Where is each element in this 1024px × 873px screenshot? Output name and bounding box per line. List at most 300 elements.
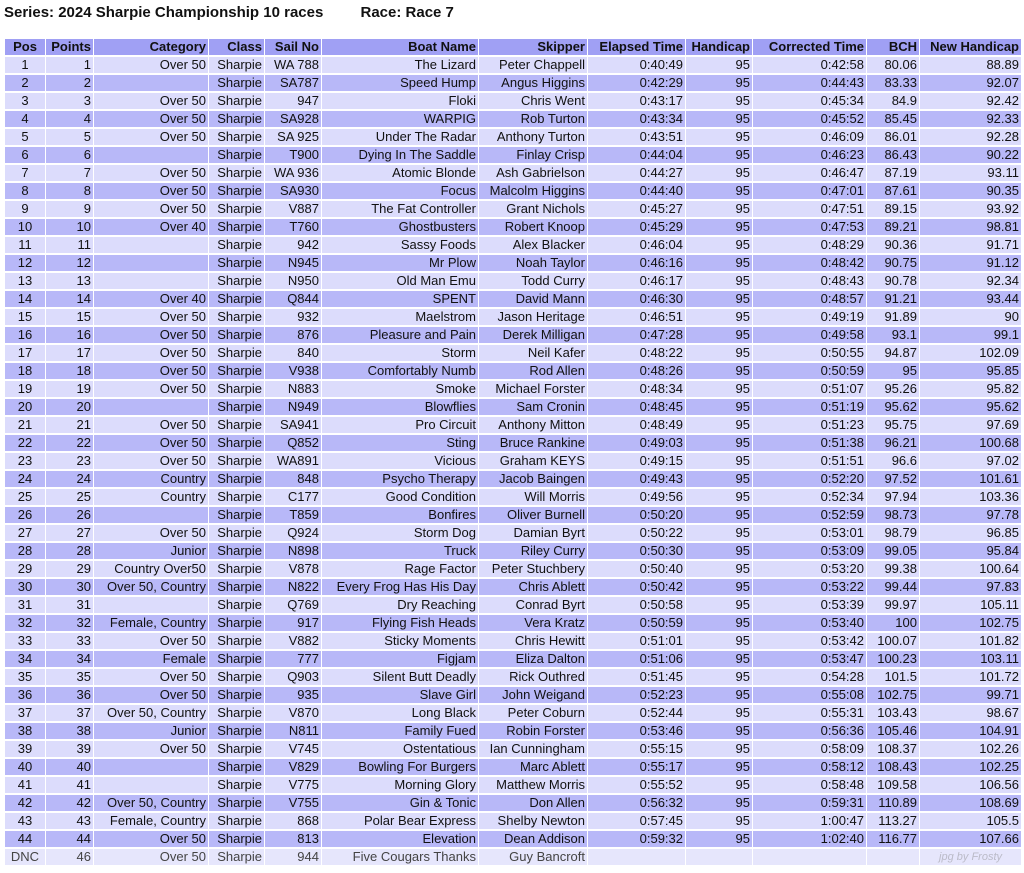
bch-cell: 99.44 xyxy=(867,579,919,595)
bch-cell: 87.61 xyxy=(867,183,919,199)
category-cell: Over 40 xyxy=(94,291,208,307)
handicap-cell: 95 xyxy=(686,111,752,127)
sail-no-cell: 947 xyxy=(265,93,321,109)
new-handicap-cell: 95.85 xyxy=(920,363,1021,379)
sail-no-cell: N811 xyxy=(265,723,321,739)
table-row xyxy=(5,255,1021,271)
class-cell: Sharpie xyxy=(209,813,264,829)
category-cell: Over 50 xyxy=(94,201,208,217)
sail-no-cell: N949 xyxy=(265,399,321,415)
elapsed-time-cell: 0:42:29 xyxy=(588,75,685,91)
category-cell: Female, Country xyxy=(94,615,208,631)
table-row xyxy=(5,633,1021,649)
pos-cell: 44 xyxy=(5,831,45,847)
bch-cell: 95.62 xyxy=(867,399,919,415)
category-cell: Country xyxy=(94,471,208,487)
corrected-time-cell: 0:47:51 xyxy=(753,201,866,217)
corrected-time-cell: 0:53:09 xyxy=(753,543,866,559)
table-row xyxy=(5,777,1021,793)
elapsed-time-cell: 0:43:34 xyxy=(588,111,685,127)
pos-cell: 28 xyxy=(5,543,45,559)
elapsed-time-cell: 0:46:51 xyxy=(588,309,685,325)
points-cell: 7 xyxy=(46,165,93,181)
handicap-cell: 95 xyxy=(686,219,752,235)
points-cell: 15 xyxy=(46,309,93,325)
table-row xyxy=(5,75,1021,91)
skipper-cell: Oliver Burnell xyxy=(479,507,587,523)
col-class-header: Class xyxy=(209,39,264,55)
pos-cell: 25 xyxy=(5,489,45,505)
points-cell: 41 xyxy=(46,777,93,793)
new-handicap-cell: 103.11 xyxy=(920,651,1021,667)
skipper-cell: Rod Allen xyxy=(479,363,587,379)
category-cell: Over 50 xyxy=(94,93,208,109)
points-cell: 44 xyxy=(46,831,93,847)
sail-no-cell: Q769 xyxy=(265,597,321,613)
table-row xyxy=(5,831,1021,847)
new-handicap-cell: 101.82 xyxy=(920,633,1021,649)
boat-name-cell: Mr Plow xyxy=(322,255,478,271)
new-handicap-cell: 97.02 xyxy=(920,453,1021,469)
sail-no-cell: SA928 xyxy=(265,111,321,127)
sail-no-cell: T760 xyxy=(265,219,321,235)
elapsed-time-cell: 0:53:46 xyxy=(588,723,685,739)
boat-name-cell: Dying In The Saddle xyxy=(322,147,478,163)
handicap-cell: 95 xyxy=(686,327,752,343)
sail-no-cell: 917 xyxy=(265,615,321,631)
sail-no-cell: 932 xyxy=(265,309,321,325)
corrected-time-cell: 0:56:36 xyxy=(753,723,866,739)
corrected-time-cell: 0:52:59 xyxy=(753,507,866,523)
pos-cell: 5 xyxy=(5,129,45,145)
handicap-cell: 95 xyxy=(686,543,752,559)
elapsed-time-cell: 0:43:17 xyxy=(588,93,685,109)
corrected-time-cell: 0:48:42 xyxy=(753,255,866,271)
dnc-row xyxy=(5,849,1021,865)
boat-name-cell: Dry Reaching xyxy=(322,597,478,613)
class-cell: Sharpie xyxy=(209,75,264,91)
new-handicap-cell: 95.62 xyxy=(920,399,1021,415)
col-category-header: Category xyxy=(94,39,208,55)
new-handicap-cell: 99.1 xyxy=(920,327,1021,343)
skipper-cell: Don Allen xyxy=(479,795,587,811)
col-skipper-header: Skipper xyxy=(479,39,587,55)
pos-cell: 8 xyxy=(5,183,45,199)
handicap-cell: 95 xyxy=(686,525,752,541)
class-cell: Sharpie xyxy=(209,723,264,739)
category-cell: Over 50 xyxy=(94,129,208,145)
pos-cell: 14 xyxy=(5,291,45,307)
boat-name-cell: Vicious xyxy=(322,453,478,469)
pos-cell: 34 xyxy=(5,651,45,667)
table-row xyxy=(5,129,1021,145)
sail-no-cell: 840 xyxy=(265,345,321,361)
points-cell: 6 xyxy=(46,147,93,163)
class-cell: Sharpie xyxy=(209,489,264,505)
new-handicap-cell: 92.33 xyxy=(920,111,1021,127)
boat-name-cell: Sting xyxy=(322,435,478,451)
sail-no-cell: T859 xyxy=(265,507,321,523)
bch-cell: 83.33 xyxy=(867,75,919,91)
category-cell: Over 50 xyxy=(94,165,208,181)
table-row xyxy=(5,219,1021,235)
skipper-cell: Chris Ablett xyxy=(479,579,587,595)
boat-name-cell: The Fat Controller xyxy=(322,201,478,217)
table-row xyxy=(5,309,1021,325)
corrected-time-cell: 0:51:23 xyxy=(753,417,866,433)
handicap-cell: 95 xyxy=(686,561,752,577)
skipper-cell: Rob Turton xyxy=(479,111,587,127)
elapsed-time-cell: 0:50:20 xyxy=(588,507,685,523)
handicap-cell: 95 xyxy=(686,291,752,307)
new-handicap-cell: 102.25 xyxy=(920,759,1021,775)
handicap-cell: 95 xyxy=(686,399,752,415)
boat-name-cell: Sticky Moments xyxy=(322,633,478,649)
corrected-time-cell: 0:48:43 xyxy=(753,273,866,289)
points-cell: 36 xyxy=(46,687,93,703)
bch-cell: 86.01 xyxy=(867,129,919,145)
boat-name-cell: Good Condition xyxy=(322,489,478,505)
category-cell xyxy=(94,597,208,613)
corrected-time-cell: 0:55:31 xyxy=(753,705,866,721)
corrected-time-cell: 1:02:40 xyxy=(753,831,866,847)
category-cell: Over 50 xyxy=(94,741,208,757)
handicap-cell: 95 xyxy=(686,93,752,109)
class-cell: Sharpie xyxy=(209,561,264,577)
sail-no-cell: 944 xyxy=(265,849,321,865)
elapsed-time-cell: 0:48:49 xyxy=(588,417,685,433)
sail-no-cell: V882 xyxy=(265,633,321,649)
handicap-cell: 95 xyxy=(686,579,752,595)
skipper-cell: Peter Stuchbery xyxy=(479,561,587,577)
skipper-cell: Chris Went xyxy=(479,93,587,109)
category-cell: Over 50 xyxy=(94,345,208,361)
boat-name-cell: Bonfires xyxy=(322,507,478,523)
elapsed-time-cell: 0:45:29 xyxy=(588,219,685,235)
skipper-cell: Robin Forster xyxy=(479,723,587,739)
table-row xyxy=(5,435,1021,451)
bch-cell: 89.15 xyxy=(867,201,919,217)
bch-cell: 100.23 xyxy=(867,651,919,667)
bch-cell: 85.45 xyxy=(867,111,919,127)
class-cell: Sharpie xyxy=(209,345,264,361)
handicap-cell: 95 xyxy=(686,147,752,163)
bch-cell: 95.75 xyxy=(867,417,919,433)
elapsed-time-cell: 0:46:04 xyxy=(588,237,685,253)
elapsed-time-cell: 0:50:59 xyxy=(588,615,685,631)
skipper-cell: Rick Outhred xyxy=(479,669,587,685)
table-row xyxy=(5,273,1021,289)
new-handicap-cell: 108.69 xyxy=(920,795,1021,811)
corrected-time-cell: 0:53:22 xyxy=(753,579,866,595)
new-handicap-cell: 93.44 xyxy=(920,291,1021,307)
category-cell: Female xyxy=(94,651,208,667)
elapsed-time-cell: 0:49:43 xyxy=(588,471,685,487)
corrected-time-cell: 0:46:23 xyxy=(753,147,866,163)
handicap-cell: 95 xyxy=(686,201,752,217)
category-cell: Over 50 xyxy=(94,309,208,325)
points-cell: 17 xyxy=(46,345,93,361)
race-title: Race: Race 7 xyxy=(360,4,454,21)
new-handicap-cell: 100.68 xyxy=(920,435,1021,451)
new-handicap-cell: 92.07 xyxy=(920,75,1021,91)
skipper-cell: John Weigand xyxy=(479,687,587,703)
points-cell: 39 xyxy=(46,741,93,757)
new-handicap-cell: 97.83 xyxy=(920,579,1021,595)
elapsed-time-cell: 0:51:45 xyxy=(588,669,685,685)
sail-no-cell: WA 936 xyxy=(265,165,321,181)
table-row xyxy=(5,651,1021,667)
points-cell: 38 xyxy=(46,723,93,739)
sail-no-cell: Q852 xyxy=(265,435,321,451)
category-cell: Over 50, Country xyxy=(94,795,208,811)
handicap-cell: 95 xyxy=(686,723,752,739)
new-handicap-cell: 90 xyxy=(920,309,1021,325)
corrected-time-cell: 0:58:12 xyxy=(753,759,866,775)
table-row xyxy=(5,669,1021,685)
pos-cell: 12 xyxy=(5,255,45,271)
corrected-time-cell: 0:52:34 xyxy=(753,489,866,505)
sail-no-cell: V755 xyxy=(265,795,321,811)
sail-no-cell: V870 xyxy=(265,705,321,721)
category-cell xyxy=(94,507,208,523)
class-cell: Sharpie xyxy=(209,831,264,847)
corrected-time-cell: 0:59:31 xyxy=(753,795,866,811)
skipper-cell: Sam Cronin xyxy=(479,399,587,415)
points-cell: 40 xyxy=(46,759,93,775)
boat-name-cell: Focus xyxy=(322,183,478,199)
col-elapsed-time-header: Elapsed Time xyxy=(588,39,685,55)
bch-cell: 90.78 xyxy=(867,273,919,289)
boat-name-cell: Bowling For Burgers xyxy=(322,759,478,775)
category-cell: Junior xyxy=(94,543,208,559)
class-cell: Sharpie xyxy=(209,543,264,559)
boat-name-cell: Pleasure and Pain xyxy=(322,327,478,343)
elapsed-time-cell: 0:51:01 xyxy=(588,633,685,649)
col-sail-no-header: Sail No xyxy=(265,39,321,55)
new-handicap-cell: 104.91 xyxy=(920,723,1021,739)
col-points-header: Points xyxy=(46,39,93,55)
new-handicap-cell: 102.09 xyxy=(920,345,1021,361)
bch-cell: 100 xyxy=(867,615,919,631)
elapsed-time-cell: 0:45:27 xyxy=(588,201,685,217)
corrected-time-cell: 0:48:57 xyxy=(753,291,866,307)
handicap-cell: 95 xyxy=(686,309,752,325)
handicap-cell: 95 xyxy=(686,417,752,433)
class-cell: Sharpie xyxy=(209,741,264,757)
category-cell: Over 50 xyxy=(94,417,208,433)
bch-cell: 109.58 xyxy=(867,777,919,793)
skipper-cell: Noah Taylor xyxy=(479,255,587,271)
corrected-time-cell: 0:58:48 xyxy=(753,777,866,793)
sail-no-cell: SA930 xyxy=(265,183,321,199)
pos-cell: 36 xyxy=(5,687,45,703)
pos-cell: 9 xyxy=(5,201,45,217)
skipper-cell: Jason Heritage xyxy=(479,309,587,325)
points-cell: 42 xyxy=(46,795,93,811)
sail-no-cell: T900 xyxy=(265,147,321,163)
points-cell: 28 xyxy=(46,543,93,559)
category-cell: Over 50 xyxy=(94,633,208,649)
elapsed-time-cell: 0:52:23 xyxy=(588,687,685,703)
points-cell: 1 xyxy=(46,57,93,73)
class-cell: Sharpie xyxy=(209,291,264,307)
table-row xyxy=(5,111,1021,127)
boat-name-cell: Blowflies xyxy=(322,399,478,415)
points-cell: 31 xyxy=(46,597,93,613)
corrected-time-cell: 0:50:55 xyxy=(753,345,866,361)
pos-cell: 37 xyxy=(5,705,45,721)
corrected-time-cell: 1:00:47 xyxy=(753,813,866,829)
bch-cell: 80.06 xyxy=(867,57,919,73)
sail-no-cell: Q903 xyxy=(265,669,321,685)
sail-no-cell: Q844 xyxy=(265,291,321,307)
pos-cell: 13 xyxy=(5,273,45,289)
points-cell: 33 xyxy=(46,633,93,649)
skipper-cell: Riley Curry xyxy=(479,543,587,559)
bch-cell: 86.43 xyxy=(867,147,919,163)
corrected-time-cell: 0:53:42 xyxy=(753,633,866,649)
watermark: jpg by Frosty xyxy=(939,851,1002,863)
corrected-time-cell: 0:47:01 xyxy=(753,183,866,199)
handicap-cell: 95 xyxy=(686,471,752,487)
new-handicap-cell: 91.12 xyxy=(920,255,1021,271)
corrected-time-cell: 0:55:08 xyxy=(753,687,866,703)
handicap-cell: 95 xyxy=(686,363,752,379)
table-row xyxy=(5,543,1021,559)
boat-name-cell: Pro Circuit xyxy=(322,417,478,433)
pos-cell: 29 xyxy=(5,561,45,577)
skipper-cell: Ash Gabrielson xyxy=(479,165,587,181)
category-cell: Junior xyxy=(94,723,208,739)
pos-cell: 41 xyxy=(5,777,45,793)
elapsed-time-cell: 0:48:34 xyxy=(588,381,685,397)
col-bch-header: BCH xyxy=(867,39,919,55)
corrected-time-cell: 0:48:29 xyxy=(753,237,866,253)
points-cell: 4 xyxy=(46,111,93,127)
bch-cell: 97.94 xyxy=(867,489,919,505)
elapsed-time-cell: 0:49:56 xyxy=(588,489,685,505)
pos-cell: DNC xyxy=(5,849,45,865)
class-cell: Sharpie xyxy=(209,849,264,865)
sail-no-cell: 777 xyxy=(265,651,321,667)
skipper-cell: Dean Addison xyxy=(479,831,587,847)
skipper-cell: Chris Hewitt xyxy=(479,633,587,649)
sail-no-cell: SA941 xyxy=(265,417,321,433)
points-cell: 22 xyxy=(46,435,93,451)
corrected-time-cell: 0:53:40 xyxy=(753,615,866,631)
bch-cell: 105.46 xyxy=(867,723,919,739)
elapsed-time-cell xyxy=(588,849,685,865)
category-cell: Over 50 xyxy=(94,453,208,469)
boat-name-cell: The Lizard xyxy=(322,57,478,73)
skipper-cell: Peter Coburn xyxy=(479,705,587,721)
new-handicap-cell: 105.11 xyxy=(920,597,1021,613)
elapsed-time-cell: 0:50:58 xyxy=(588,597,685,613)
handicap-cell: 95 xyxy=(686,669,752,685)
points-cell: 3 xyxy=(46,93,93,109)
table-row xyxy=(5,399,1021,415)
handicap-cell: 95 xyxy=(686,273,752,289)
elapsed-time-cell: 0:50:42 xyxy=(588,579,685,595)
corrected-time-cell: 0:46:09 xyxy=(753,129,866,145)
handicap-cell: 95 xyxy=(686,795,752,811)
skipper-cell: Michael Forster xyxy=(479,381,587,397)
boat-name-cell: Floki xyxy=(322,93,478,109)
sail-no-cell: N883 xyxy=(265,381,321,397)
corrected-time-cell: 0:49:58 xyxy=(753,327,866,343)
new-handicap-cell: 97.69 xyxy=(920,417,1021,433)
table-row xyxy=(5,615,1021,631)
corrected-time-cell: 0:45:34 xyxy=(753,93,866,109)
handicap-cell: 95 xyxy=(686,435,752,451)
elapsed-time-cell: 0:44:40 xyxy=(588,183,685,199)
pos-cell: 22 xyxy=(5,435,45,451)
new-handicap-cell: 99.71 xyxy=(920,687,1021,703)
pos-cell: 18 xyxy=(5,363,45,379)
class-cell: Sharpie xyxy=(209,93,264,109)
bch-cell: 99.05 xyxy=(867,543,919,559)
class-cell: Sharpie xyxy=(209,147,264,163)
table-row xyxy=(5,201,1021,217)
page-header xyxy=(4,4,454,21)
points-cell: 18 xyxy=(46,363,93,379)
handicap-cell: 95 xyxy=(686,57,752,73)
skipper-cell: Will Morris xyxy=(479,489,587,505)
class-cell: Sharpie xyxy=(209,795,264,811)
sail-no-cell: C177 xyxy=(265,489,321,505)
class-cell: Sharpie xyxy=(209,669,264,685)
handicap-cell: 95 xyxy=(686,633,752,649)
skipper-cell: Alex Blacker xyxy=(479,237,587,253)
points-cell: 34 xyxy=(46,651,93,667)
col-corrected-time-header: Corrected Time xyxy=(753,39,866,55)
corrected-time-cell: 0:47:53 xyxy=(753,219,866,235)
skipper-cell: Damian Byrt xyxy=(479,525,587,541)
new-handicap-cell: 92.42 xyxy=(920,93,1021,109)
new-handicap-cell: 98.81 xyxy=(920,219,1021,235)
points-cell: 35 xyxy=(46,669,93,685)
bch-cell: 100.07 xyxy=(867,633,919,649)
boat-name-cell: Figjam xyxy=(322,651,478,667)
handicap-cell: 95 xyxy=(686,381,752,397)
points-cell: 27 xyxy=(46,525,93,541)
sail-no-cell: SA 925 xyxy=(265,129,321,145)
class-cell: Sharpie xyxy=(209,57,264,73)
category-cell xyxy=(94,147,208,163)
class-cell: Sharpie xyxy=(209,705,264,721)
pos-cell: 1 xyxy=(5,57,45,73)
elapsed-time-cell: 0:55:17 xyxy=(588,759,685,775)
class-cell: Sharpie xyxy=(209,633,264,649)
sail-no-cell: V878 xyxy=(265,561,321,577)
pos-cell: 27 xyxy=(5,525,45,541)
class-cell: Sharpie xyxy=(209,507,264,523)
header-row xyxy=(5,39,1021,55)
elapsed-time-cell: 0:50:40 xyxy=(588,561,685,577)
corrected-time-cell: 0:51:38 xyxy=(753,435,866,451)
skipper-cell: Ian Cunningham xyxy=(479,741,587,757)
class-cell: Sharpie xyxy=(209,417,264,433)
class-cell: Sharpie xyxy=(209,399,264,415)
pos-cell: 32 xyxy=(5,615,45,631)
bch-cell: 108.43 xyxy=(867,759,919,775)
col-pos-header: Pos xyxy=(5,39,45,55)
skipper-cell: Robert Knoop xyxy=(479,219,587,235)
category-cell xyxy=(94,777,208,793)
table-row xyxy=(5,561,1021,577)
new-handicap-cell: 91.71 xyxy=(920,237,1021,253)
